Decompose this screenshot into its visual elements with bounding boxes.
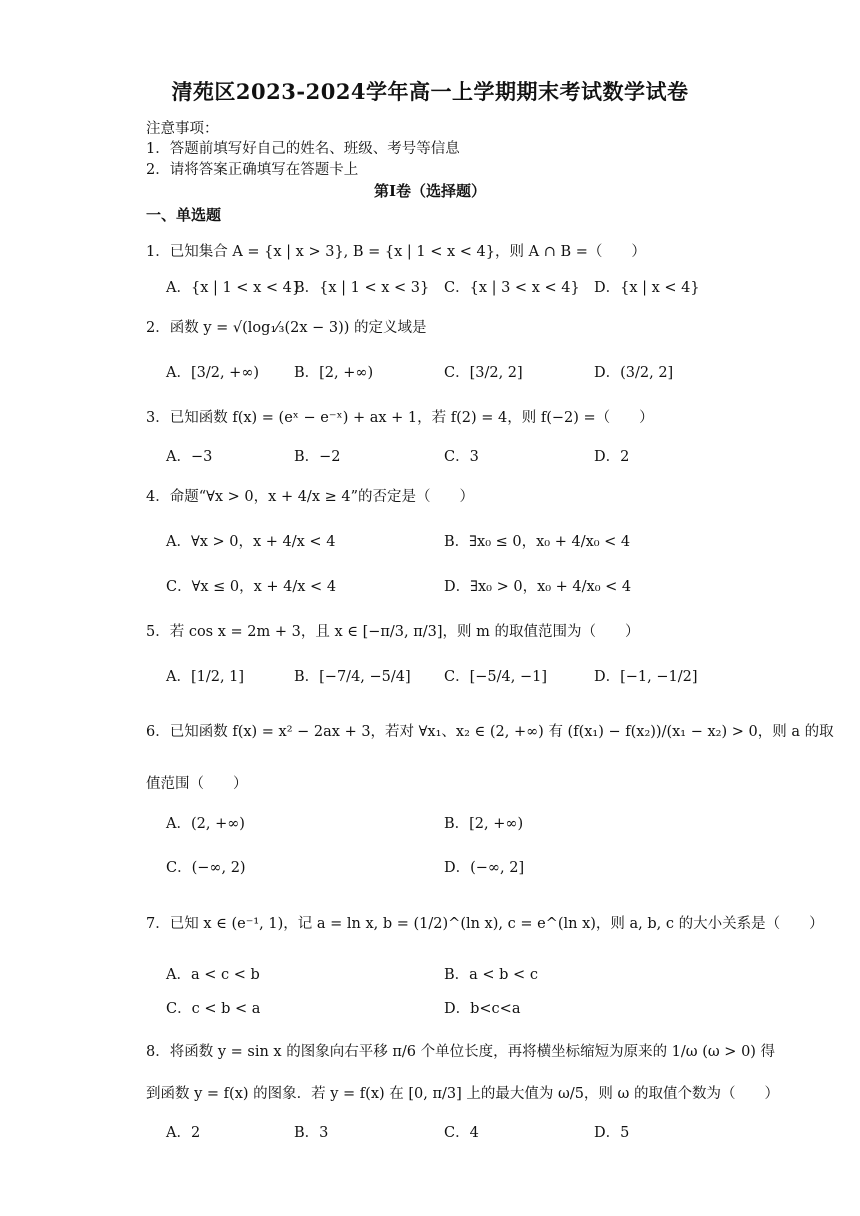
question-8-stem-cont: 到函数 y = f(x) 的图象．若 y = f(x) 在 [0, π/3] 上的最大值为 ω/5，则 ω 的取值个数为（ ） bbox=[146, 1086, 779, 1102]
question-7-stem: 7．已知 x ∈ (e⁻¹, 1)，记 a = ln x, b = (1/2)^(ln x), c = e^(ln x)，则 a, b, c 的大小关系是（ ） bbox=[146, 916, 824, 932]
q2-option-a[interactable]: A．[3/2, +∞) bbox=[166, 365, 260, 381]
question-6-stem-cont: 值范围（ ） bbox=[146, 776, 248, 792]
question-5-stem: 5．若 cos x = 2m + 3，且 x ∈ [−π/3, π/3]，则 m 的取值范围为（ ） bbox=[146, 624, 640, 640]
q7-option-c[interactable]: C．c < b < a bbox=[166, 1001, 261, 1017]
note-item-2: 2．请将答案正确填写在答题卡上 bbox=[146, 162, 359, 178]
q7-option-a[interactable]: A．a < c < b bbox=[166, 967, 260, 983]
question-2-stem: 2．函数 y = √(log₁⁄₃(2x − 3)) 的定义域是 bbox=[146, 320, 427, 336]
q4-option-a[interactable]: A．∀x > 0，x + 4/x < 4 bbox=[166, 534, 336, 550]
q4-option-d[interactable]: D．∃x₀ > 0，x₀ + 4/x₀ < 4 bbox=[444, 579, 632, 595]
volume-title: 第I卷（选择题） bbox=[373, 182, 487, 200]
q8-option-b[interactable]: B．3 bbox=[294, 1125, 329, 1141]
question-4-stem: 4．命题“∀x > 0，x + 4/x ≥ 4”的否定是（ ） bbox=[146, 489, 474, 505]
q2-option-b[interactable]: B．[2, +∞) bbox=[294, 365, 374, 381]
q6-option-d[interactable]: D．(−∞, 2] bbox=[444, 860, 525, 876]
q4-option-c[interactable]: C．∀x ≤ 0，x + 4/x < 4 bbox=[166, 579, 337, 595]
question-6-stem: 6．已知函数 f(x) = x² − 2ax + 3，若对 ∀x₁、x₂ ∈ (2, +∞) 有 (f(x₁) − f(x₂))/(x₁ − x₂) > 0，则 a 的取 bbox=[146, 724, 834, 740]
q7-option-b[interactable]: B．a < b < c bbox=[444, 967, 538, 983]
q8-option-a[interactable]: A．2 bbox=[166, 1125, 201, 1141]
q7-option-d[interactable]: D．b<c<a bbox=[444, 1001, 521, 1017]
section-title: 一、单选题 bbox=[146, 206, 222, 224]
q1-option-d[interactable]: D．{x | x < 4} bbox=[594, 280, 700, 296]
q1-option-b[interactable]: B．{x | 1 < x < 3} bbox=[294, 280, 430, 296]
q2-option-c[interactable]: C．[3/2, 2] bbox=[444, 365, 523, 381]
q6-option-c[interactable]: C．(−∞, 2) bbox=[166, 860, 246, 876]
note-item-1: 1．答题前填写好自己的姓名、班级、考号等信息 bbox=[146, 141, 460, 157]
q6-option-a[interactable]: A．(2, +∞) bbox=[166, 816, 245, 832]
question-3-stem: 3．已知函数 f(x) = (eˣ − e⁻ˣ) + ax + 1，若 f(2) = 4，则 f(−2) =（ ） bbox=[146, 410, 654, 426]
exam-title: 清苑区2023-2024学年高一上学期期末考试数学试卷 bbox=[171, 79, 689, 104]
q3-option-a[interactable]: A．−3 bbox=[166, 449, 213, 465]
q3-option-c[interactable]: C．3 bbox=[444, 449, 479, 465]
q5-option-b[interactable]: B．[−7/4, −5/4] bbox=[294, 669, 411, 685]
q1-option-c[interactable]: C．{x | 3 < x < 4} bbox=[444, 280, 580, 296]
q8-option-d[interactable]: D．5 bbox=[594, 1125, 630, 1141]
q6-option-b[interactable]: B．[2, +∞) bbox=[444, 816, 524, 832]
q5-option-a[interactable]: A．[1/2, 1] bbox=[166, 669, 245, 685]
q8-option-c[interactable]: C．4 bbox=[444, 1125, 479, 1141]
question-1-stem: 1．已知集合 A = {x | x > 3}, B = {x | 1 < x < 4}，则 A ∩ B =（ ） bbox=[146, 244, 646, 260]
q2-option-d[interactable]: D．(3/2, 2] bbox=[594, 365, 674, 381]
notes-heading: 注意事项： bbox=[146, 121, 219, 137]
question-8-stem: 8．将函数 y = sin x 的图象向右平移 π/6 个单位长度，再将横坐标缩短为原来的 1/ω (ω > 0) 得 bbox=[146, 1044, 776, 1060]
q3-option-d[interactable]: D．2 bbox=[594, 449, 630, 465]
q1-option-a[interactable]: A．{x | 1 < x < 4} bbox=[166, 280, 302, 296]
q5-option-d[interactable]: D．[−1, −1/2] bbox=[594, 669, 698, 685]
q3-option-b[interactable]: B．−2 bbox=[294, 449, 341, 465]
q4-option-b[interactable]: B．∃x₀ ≤ 0，x₀ + 4/x₀ < 4 bbox=[444, 534, 631, 550]
q5-option-c[interactable]: C．[−5/4, −1] bbox=[444, 669, 547, 685]
